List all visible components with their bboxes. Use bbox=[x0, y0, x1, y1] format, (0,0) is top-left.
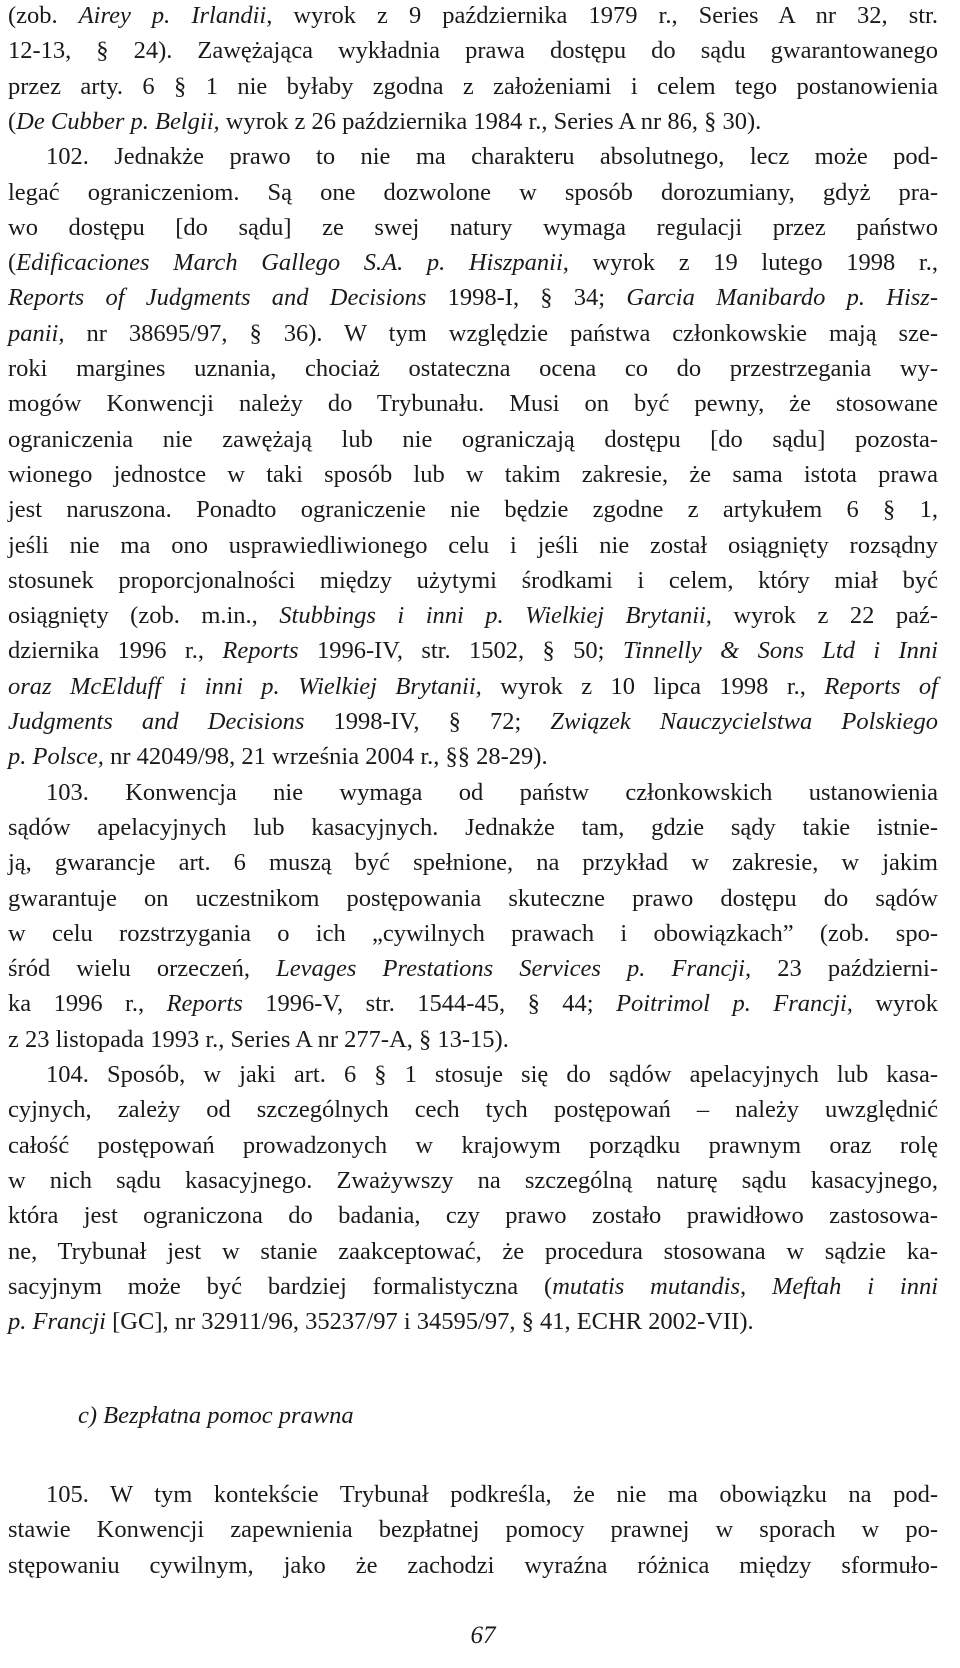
italic-citation: Airey p. Irlandii, bbox=[78, 2, 273, 29]
text-line bbox=[8, 212, 938, 244]
text-line bbox=[8, 847, 938, 879]
text-segment: całość postępowań prowadzonych w krajowym porządku prawnym oraz rolę bbox=[8, 1131, 938, 1159]
text-line bbox=[8, 1550, 938, 1582]
text-segment: wyrok z 22 paź- bbox=[711, 602, 938, 630]
text-line bbox=[8, 1236, 938, 1268]
italic-citation: Reports of Judgments and Decisions bbox=[8, 284, 427, 312]
text-segment: cyjnych, zależy od szczególnych cech tych postępowań – należy uwzględnić bbox=[8, 1096, 938, 1124]
text-segment: stępowaniu cywilnym, jako że zachodzi wyraźna różnica między sformuło- bbox=[8, 1551, 938, 1579]
text-segment: ją, gwarancje art. 6 muszą być spełnione, na przykład w zakresie, w jakim bbox=[8, 849, 938, 877]
text-segment: nr 42049/98, 21 września 2004 r., §§ 28-29). bbox=[103, 743, 548, 771]
text-line bbox=[8, 388, 938, 420]
text-segment: wyrok z 9 października 1979 r., Series A nr 32, str. bbox=[272, 2, 938, 29]
text-segment: sacyjnym może być bardziej formalistyczna ( bbox=[8, 1272, 553, 1300]
text-line bbox=[8, 953, 938, 985]
text-segment: sądów apelacyjnych lub kasacyjnych. Jednakże tam, gdzie sądy takie istnie- bbox=[8, 813, 938, 841]
text-line bbox=[8, 459, 938, 491]
italic-citation: Judgments and Decisions bbox=[8, 708, 305, 735]
text-segment: 104. Sposób, w jaki art. 6 § 1 stosuje się do sądów apelacyjnych lub kasa- bbox=[46, 1061, 938, 1088]
text-line bbox=[8, 671, 938, 703]
text-line bbox=[46, 1479, 938, 1511]
text-line bbox=[8, 494, 938, 526]
text-segment: [GC], nr 32911/96, 35237/97 i 34595/97, § 41, ECHR 2002-VII). bbox=[106, 1308, 754, 1336]
text-segment: wo dostępu [do sądu] ze swej natury wymaga regulacji przez państwo bbox=[8, 213, 938, 241]
text-line bbox=[8, 35, 938, 67]
text-line bbox=[8, 918, 938, 950]
text-line bbox=[8, 812, 938, 844]
italic-citation: p. Francji bbox=[8, 1308, 106, 1336]
text-segment: jest naruszona. Ponadto ograniczenie nie będzie zgodne z artykułem 6 § 1, bbox=[8, 496, 938, 524]
text-segment: 12-13, § 24). Zawężająca wykładnia prawa dostępu do sądu gwarantowanego bbox=[8, 37, 938, 65]
text-segment: wyrok z 26 października 1984 r., Series A nr 86, § 30). bbox=[219, 107, 762, 135]
text-segment: legać ograniczeniom. Są one dozwolone w sposób dorozumiany, gdyż pra- bbox=[8, 178, 938, 206]
text-segment: nr 38695/97, § 36). W tym względzie państwa członkowskie mają sze- bbox=[64, 319, 938, 347]
text-line bbox=[8, 1200, 938, 1232]
text-segment: 103. Konwencja nie wymaga od państw członkowskich ustanowienia bbox=[46, 778, 938, 806]
italic-citation: Garcia Manibardo p. Hisz- bbox=[626, 284, 938, 312]
page-number: 67 bbox=[470, 1622, 496, 1649]
italic-citation: Poitrimol p. Francji, bbox=[616, 990, 853, 1018]
text-line bbox=[8, 282, 938, 314]
text-segment: osiągnięty (zob. m.in., bbox=[8, 602, 280, 630]
text-line bbox=[8, 177, 938, 209]
text-segment: w celu rozstrzygania o ich „cywilnych prawach i obowiązkach” (zob. spo- bbox=[8, 919, 938, 947]
text-line bbox=[8, 600, 938, 632]
italic-citation: Związek Nauczycielstwa Polskiego bbox=[550, 708, 938, 735]
italic-citation: Reports bbox=[166, 990, 243, 1018]
text-segment: wionego jednostce w taki sposób lub w takim zakresie, że sama istota prawa bbox=[8, 460, 938, 488]
text-segment: (zob. bbox=[8, 2, 79, 29]
italic-citation: p. Polsce, bbox=[8, 743, 104, 771]
text-line bbox=[8, 353, 938, 385]
text-line bbox=[8, 741, 548, 773]
text-line bbox=[8, 988, 938, 1020]
text-segment: jeśli nie ma ono usprawiedliwionego celu i jeśli nie został osiągnięty rozsądny bbox=[8, 531, 938, 559]
text-line bbox=[8, 0, 938, 32]
text-line bbox=[8, 247, 938, 279]
italic-citation: Stubbings i inni p. Wielkiej Brytanii, bbox=[279, 602, 712, 630]
text-line bbox=[8, 1165, 938, 1197]
text-line bbox=[8, 1094, 938, 1126]
text-segment: przez arty. 6 § 1 nie byłaby zgodna z założeniami i celem tego postanowienia bbox=[8, 72, 938, 100]
text-segment: 1996-V, str. 1544-45, § 44; bbox=[242, 990, 617, 1018]
text-line bbox=[8, 530, 938, 562]
text-segment: ( bbox=[8, 107, 17, 135]
text-line bbox=[8, 424, 938, 456]
text-segment: roki margines uznania, chociaż ostateczna ocena co do przestrzegania wy- bbox=[8, 355, 938, 382]
text-segment: wyrok bbox=[852, 990, 938, 1018]
text-segment: gwarantuje on uczestnikom postępowania skuteczne prawo dostępu do sądów bbox=[8, 884, 938, 912]
text-segment: 105. W tym kontekście Trybunał podkreśla, że nie ma obowiązku na pod- bbox=[46, 1481, 938, 1508]
text-segment: z 23 listopada 1993 r., Series A nr 277-A, § 13-15). bbox=[8, 1025, 509, 1053]
italic-citation: De Cubber p. Belgii, bbox=[16, 107, 220, 135]
text-segment: mogów Konwencji należy do Trybunału. Musi on być pewny, że stosowane bbox=[8, 390, 938, 418]
text-segment: śród wielu orzeczeń, bbox=[8, 955, 277, 983]
text-segment: 102. Jednakże prawo to nie ma charakteru absolutnego, lecz może pod- bbox=[46, 143, 938, 171]
italic-citation: mutatis mutandis, Meftah i inni bbox=[552, 1272, 938, 1300]
section-heading: c) Bezpłatna pomoc prawna bbox=[78, 1402, 354, 1429]
italic-citation: Tinnelly & Sons Ltd i Inni bbox=[622, 637, 938, 665]
text-segment: 1998-I, § 34; bbox=[426, 284, 627, 312]
text-line bbox=[46, 777, 938, 809]
text-segment: ograniczenia nie zawężają lub nie ograniczają dostępu [do sądu] pozosta- bbox=[8, 425, 938, 453]
text-line bbox=[8, 1130, 938, 1162]
text-segment: stosunek proporcjonalności między użytymi środkami i celem, który miał być bbox=[8, 566, 938, 594]
text-line bbox=[8, 318, 938, 350]
document-page bbox=[8, 0, 938, 1668]
italic-citation: Reports of bbox=[824, 672, 938, 700]
text-line bbox=[8, 1306, 754, 1338]
text-line bbox=[8, 1514, 938, 1546]
italic-citation: Levages Prestations Services p. Francji, bbox=[276, 955, 752, 983]
text-segment: ne, Trybunał jest w stanie zaakceptować, że procedura stosowana w sądzie ka- bbox=[8, 1237, 938, 1265]
text-segment: 1996-IV, str. 1502, § 50; bbox=[298, 637, 623, 665]
text-line bbox=[8, 1271, 938, 1303]
text-segment: 1998-IV, § 72; bbox=[304, 708, 551, 735]
text-segment: ka 1996 r., bbox=[8, 990, 167, 1018]
italic-citation: oraz McElduff i inni p. Wielkiej Brytanii, bbox=[8, 672, 482, 700]
text-segment: wyrok z 19 lutego 1998 r., bbox=[568, 249, 938, 277]
text-line bbox=[8, 106, 761, 138]
italic-citation: Reports bbox=[222, 637, 299, 665]
text-segment: wyrok z 10 lipca 1998 r., bbox=[481, 672, 825, 700]
text-segment: ( bbox=[8, 249, 17, 277]
text-segment: stawie Konwencji zapewnienia bezpłatnej pomocy prawnej w sporach w po- bbox=[8, 1516, 938, 1544]
text-line bbox=[8, 565, 938, 597]
text-segment: która jest ograniczona do badania, czy prawo zostało prawidłowo zastosowa- bbox=[8, 1202, 938, 1230]
text-line bbox=[8, 1024, 509, 1056]
text-line bbox=[8, 635, 938, 667]
text-segment: dziernika 1996 r., bbox=[8, 637, 223, 665]
italic-citation: Edificaciones March Gallego S.A. p. Hiszpanii, bbox=[16, 249, 569, 277]
text-line bbox=[46, 141, 938, 173]
italic-citation: panii, bbox=[8, 319, 65, 347]
text-line bbox=[8, 71, 938, 103]
text-line bbox=[46, 1059, 938, 1091]
text-line bbox=[8, 883, 938, 915]
text-line bbox=[8, 706, 938, 738]
text-segment: 23 październi- bbox=[751, 955, 938, 983]
text-segment: w nich sądu kasacyjnego. Zważywszy na szczególną naturę sądu kasacyjnego, bbox=[8, 1166, 938, 1194]
